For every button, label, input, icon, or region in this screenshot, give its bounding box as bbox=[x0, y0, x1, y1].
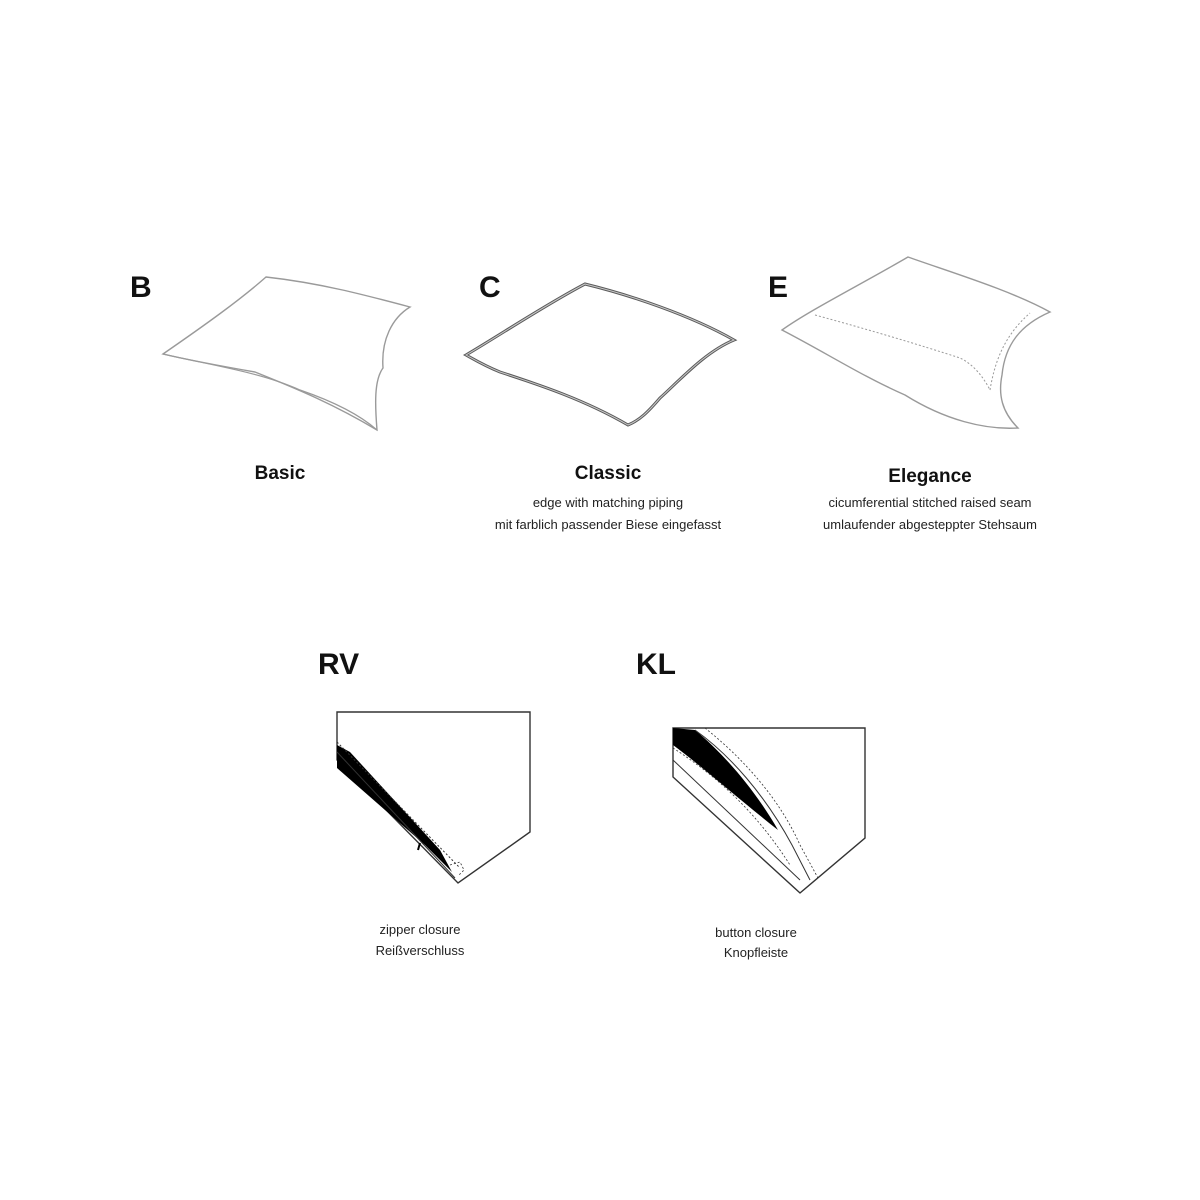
closure-desc-en-zipper: zipper closure bbox=[379, 922, 461, 937]
variant-desc-en-elegance: cicumferential stitched raised seam bbox=[828, 495, 1032, 510]
variant-name-elegance: Elegance bbox=[888, 466, 972, 487]
variant-code-classic: C bbox=[479, 271, 501, 304]
variant-desc-en-classic: edge with matching piping bbox=[532, 495, 684, 510]
variant-name-basic: Basic bbox=[254, 463, 306, 484]
closure-code-button: KL bbox=[636, 648, 676, 681]
variant-code-elegance: E bbox=[768, 271, 789, 304]
variant-desc-de-classic: mit farblich passender Biese eingefasst bbox=[494, 517, 722, 532]
closure-desc-de-button: Knopfleiste bbox=[723, 945, 789, 960]
variant-desc-de-elegance: umlaufender abgesteppter Stehsaum bbox=[823, 517, 1037, 532]
closure-code-zipper: RV bbox=[318, 648, 360, 681]
closure-desc-de-zipper: Reißverschluss bbox=[375, 943, 465, 958]
variant-code-basic: B bbox=[130, 271, 152, 304]
variant-name-classic: Classic bbox=[574, 463, 642, 484]
closure-desc-en-button: button closure bbox=[715, 925, 797, 940]
